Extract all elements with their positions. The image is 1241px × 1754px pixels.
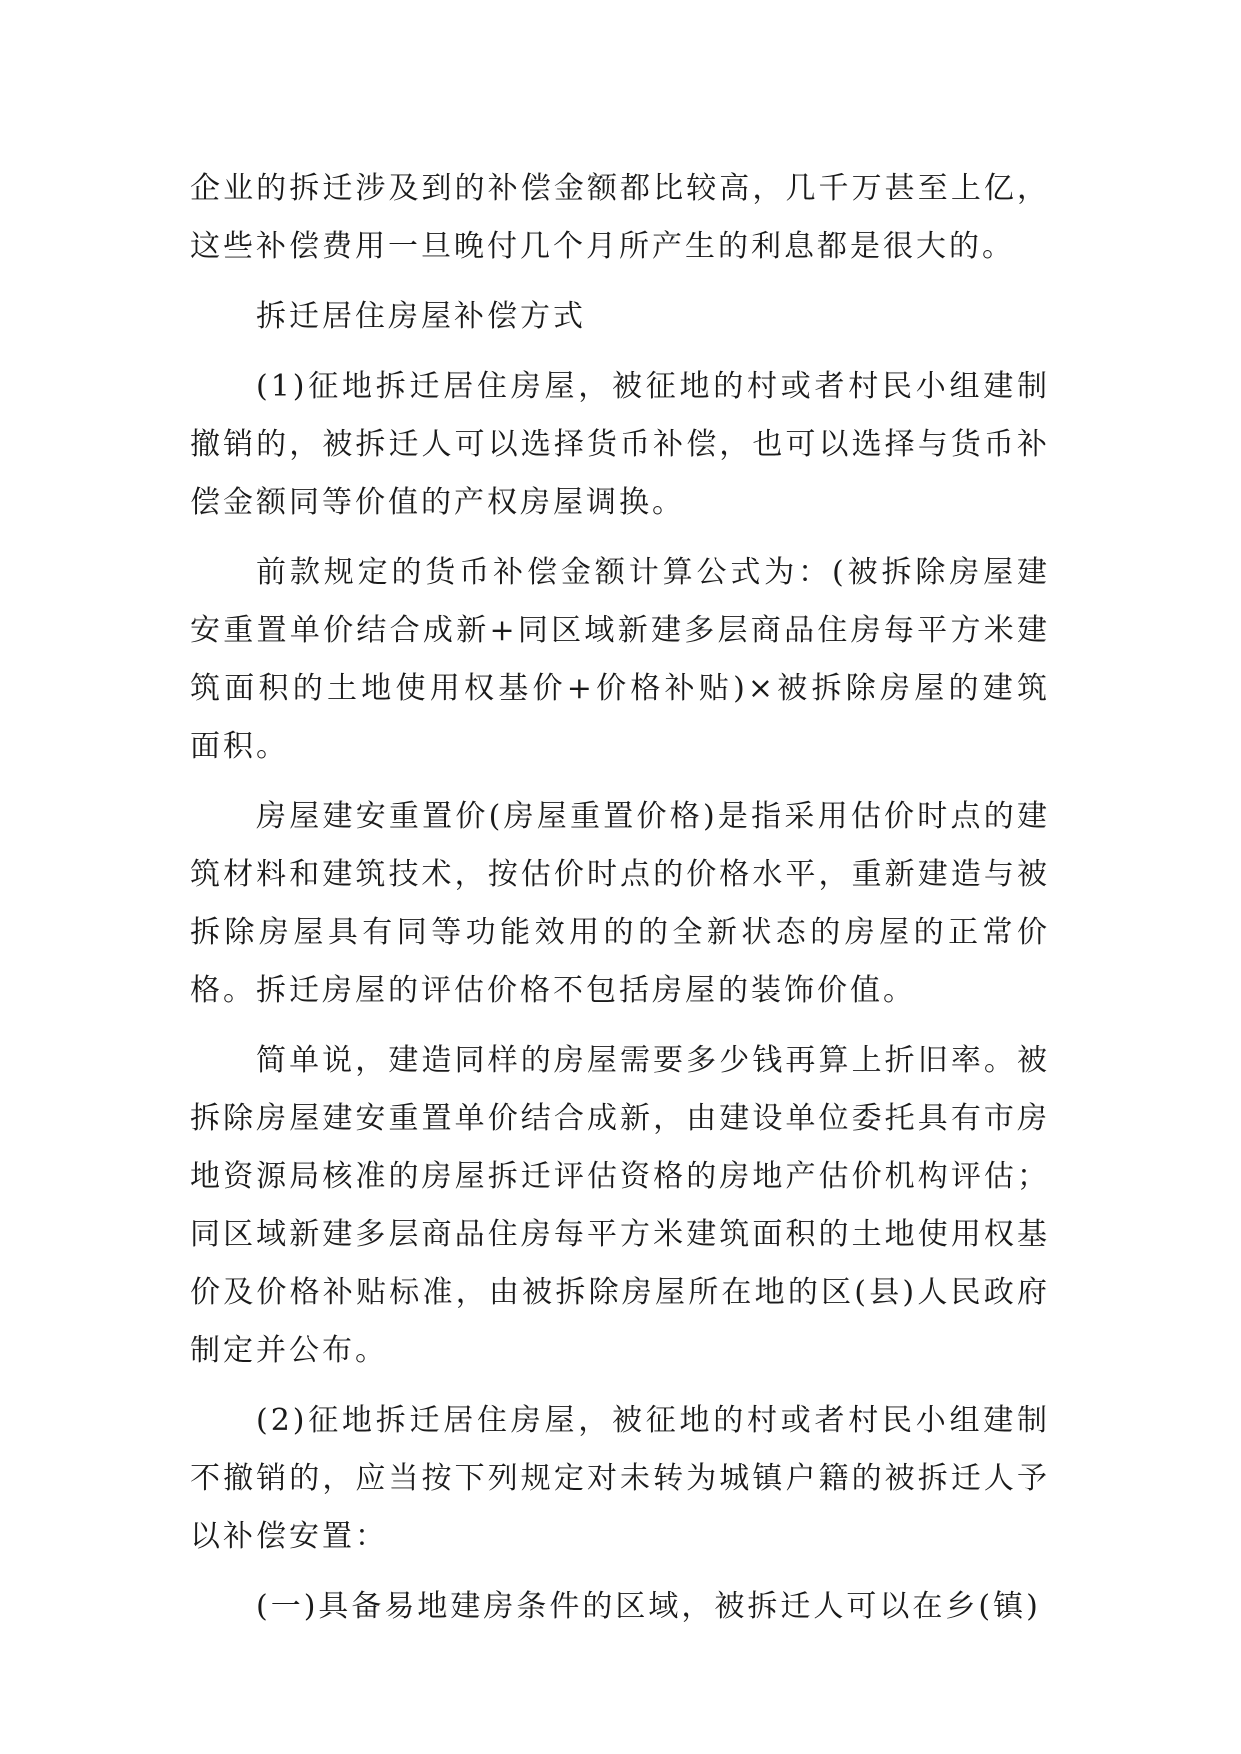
paragraph-8: (一)具备易地建房条件的区域，被拆迁人可以在乡(镇)	[256, 1589, 1041, 1624]
paragraph-3: (1)征地拆迁居住房屋，被征地的村或者村民小组建制撤销的，被拆迁人可以选择货币补偿，也可以选择与货币补偿金额同等价值的产权房屋调换。	[190, 369, 1050, 520]
paragraph-5: 房屋建安重置价(房屋重置价格)是指采用估价时点的建筑材料和建筑技术，按估价时点的价格水平，重新建造与被拆除房屋具有同等功能效用的的全新状态的房屋的正常价格。拆迁房屋的评估价格不包括房屋的装饰价值。	[190, 799, 1050, 1008]
paragraph-1: 企业的拆迁涉及到的补偿金额都比较高，几千万甚至上亿，这些补偿费用一旦晚付几个月所产生的利息都是很大的。	[190, 171, 1050, 264]
section-heading: 拆迁居住房屋补偿方式	[256, 299, 586, 334]
paragraph-4: 前款规定的货币补偿金额计算公式为：(被拆除房屋建安重置单价结合成新+同区域新建多层商品住房每平方米建筑面积的土地使用权基价+价格补贴)×被拆除房屋的建筑面积。	[190, 555, 1050, 764]
document-body	[190, 160, 1050, 1648]
paragraph-7: (2)征地拆迁居住房屋，被征地的村或者村民小组建制不撤销的，应当按下列规定对未转为城镇户籍的被拆迁人予以补偿安置：	[190, 1403, 1050, 1554]
paragraph-6: 简单说，建造同样的房屋需要多少钱再算上折旧率。被拆除房屋建安重置单价结合成新，由建设单位委托具有市房地资源局核准的房屋拆迁评估资格的房地产估价机构评估；同区域新建多层商品住房每平方米建筑面积的土地使用权基价及价格补贴标准，由被拆除房屋所在地的区(县)人民政府制定并公布。	[190, 1043, 1050, 1368]
